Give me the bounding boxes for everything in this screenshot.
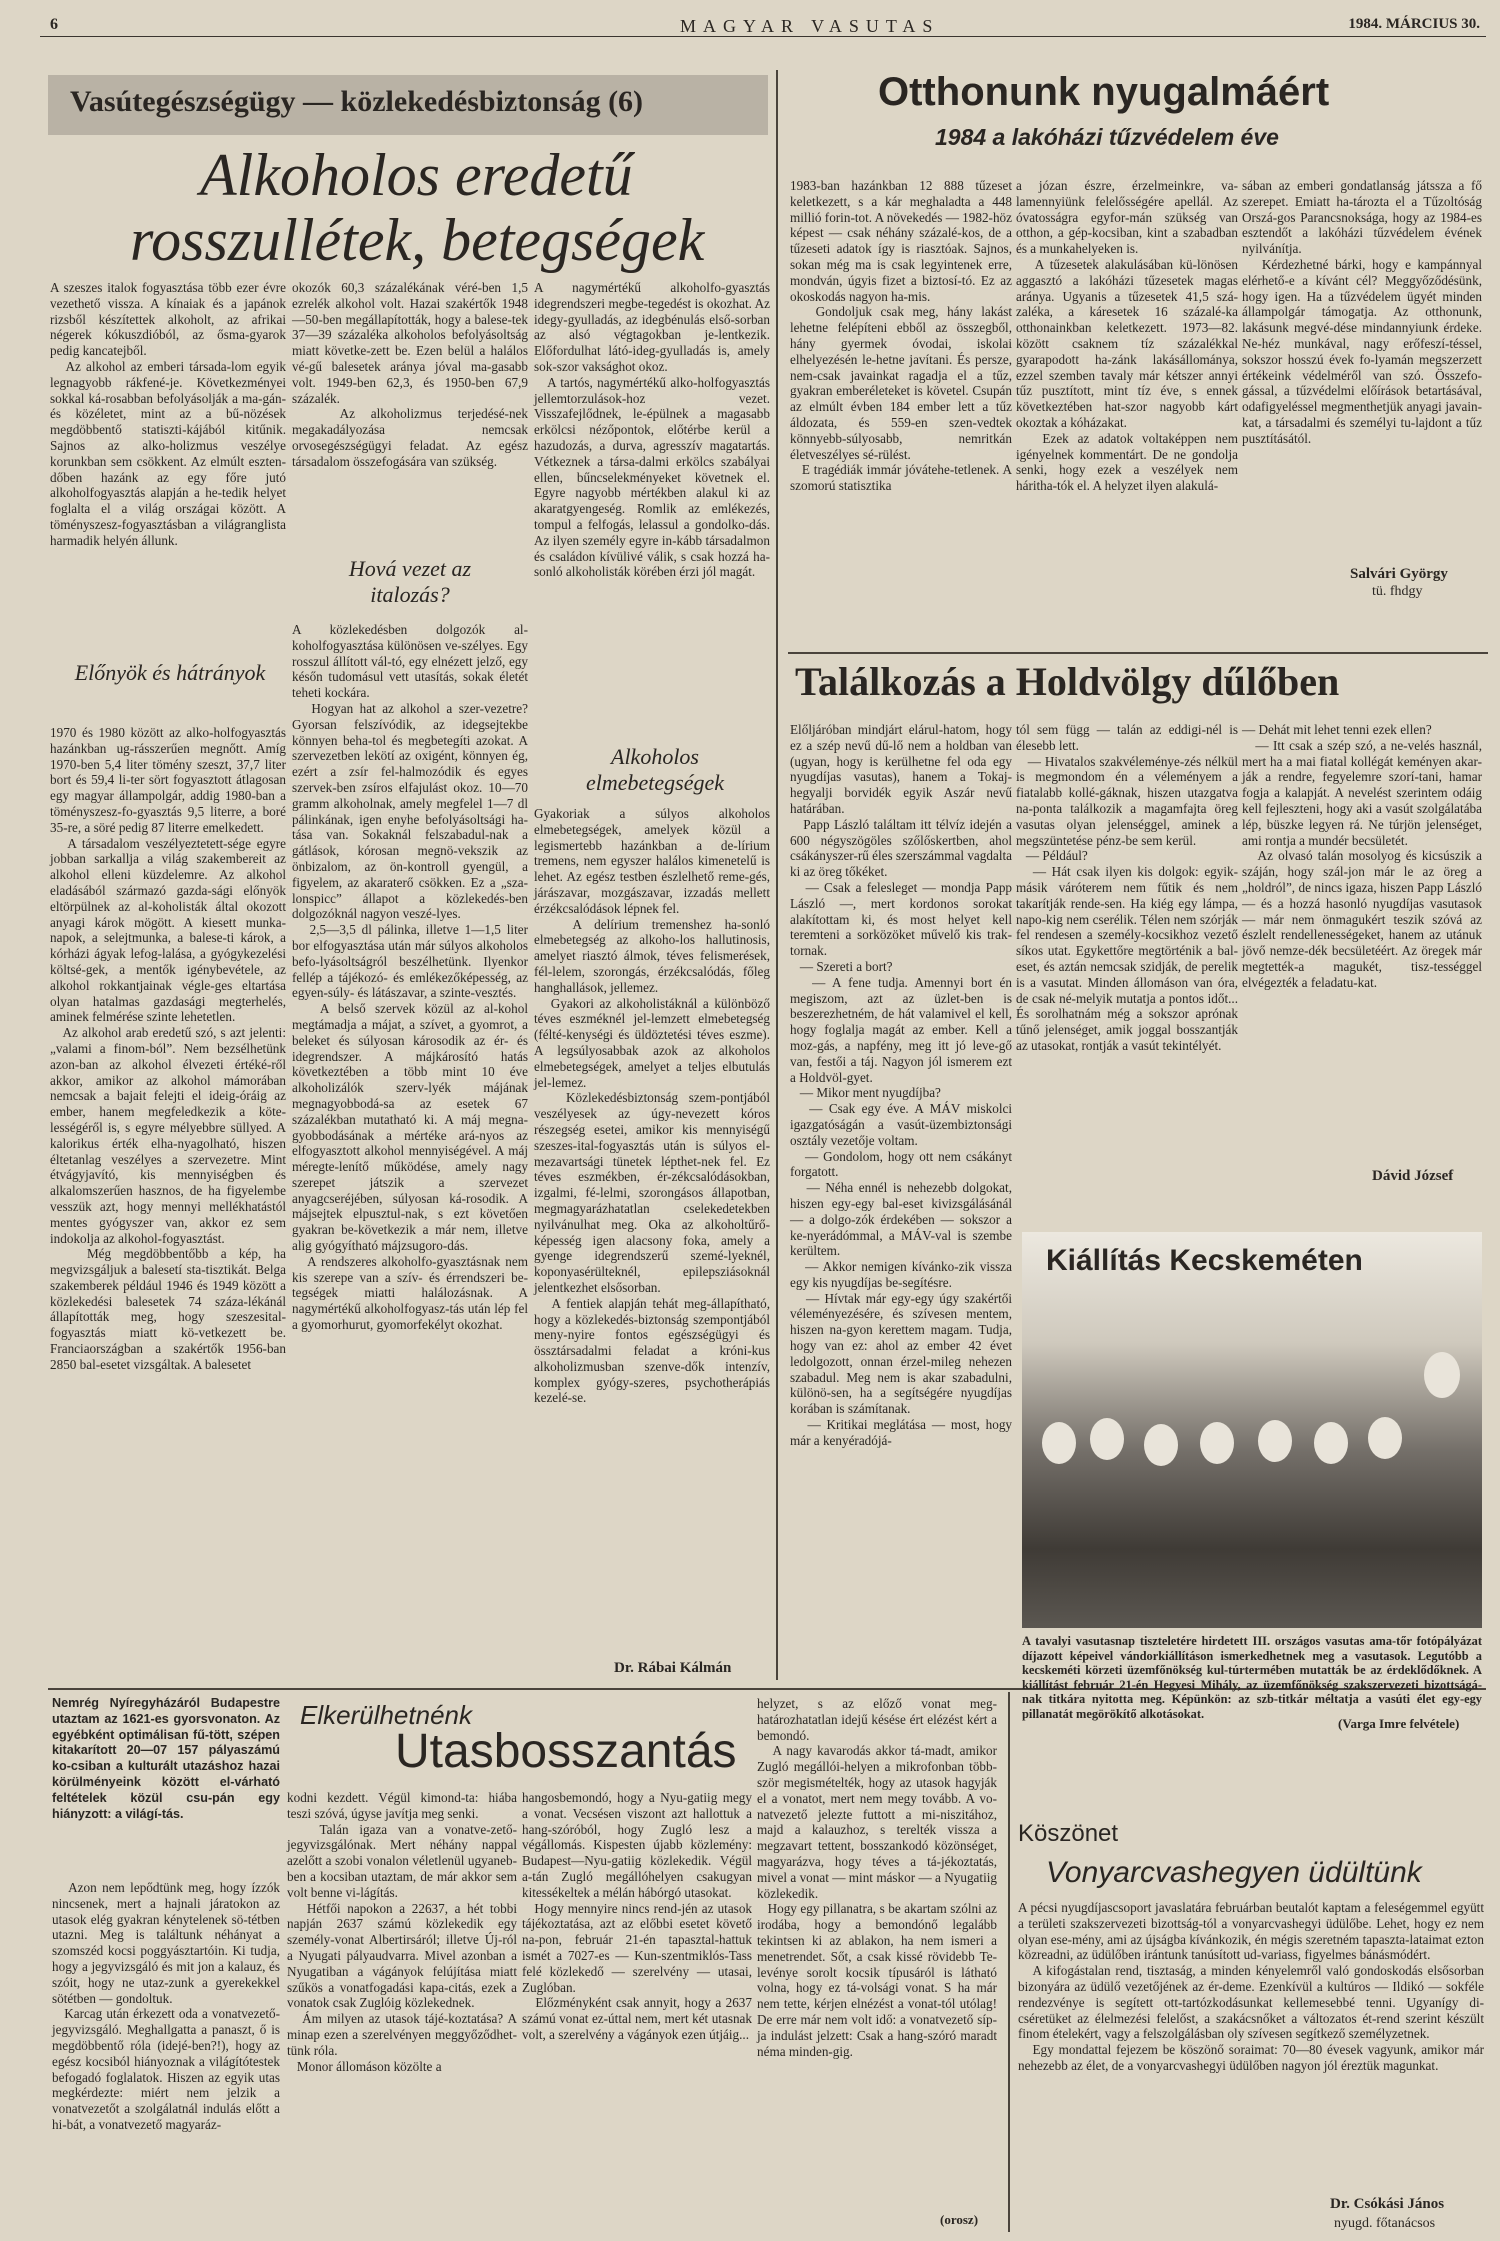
photo-title: Kiállítás Kecskeméten (1046, 1244, 1363, 1277)
column-divider (1008, 1692, 1010, 2232)
article-text: a józan észre, érzelmeinkre, va-lamennyiünk felelősségére apellál. Az óvatosságra egyfor-mán szükség van otthon, a gép-kocsiban, kint a szabadban és a munkahelyeken is. A tűzesetek alakulásában kü-lönösen aggasztó a lakóházi tűzesetek magas aránya. Ugyanis a tűzesetek 41,5 szá-zaléka, a káresetek 16 százalé-ka otthonainkban keletkezett. 1973—82. között csaknem tíz százalékkal gyarapodott ha-zánk lakásállománya, ezzel szemben tavaly már kétszer annyi tűz pusztított, mint tíz éve, s ennek következtében hat-szor nagyobb kárt okoztak a kóházakat. Ezek az adatok voltaképpen nem igényelnek kommentárt. De ne gondolja senki, hogy ezek a veszélyek nem háritha-tók el. A helyzet ilyen alakulá- (1016, 178, 1239, 494)
article-kicker: Elkerülhetnénk (300, 1700, 472, 1730)
photo-figure (1144, 1424, 1178, 1466)
article-text: kodni kezdett. Végül kimond-ta: hiába teszi szóvá, úgyse javítja meg senki. Talán igaza van a vonatve-zető-jegyvizsgálónak. Mert néhány nappal azelőtt a szobi vonalon véletlenül ugyaneb-ben a kocsiban utaztam, de már akkor sem volt benne vi-lágítás. Hétfői napokon a 22637, a hét tobbi napján 2637 számú közlekedik egy személy-vonat Albertirsáról; illetve Új-ról a Nyugati pályaudvarra. Mivel azonban a Nyugatiban a vágányok felújítása miatt szűkös a vonatfogadási kapa-citás, ezek a vonatok csak Zuglóig közlekednek. Ám milyen az utasok tájé-koztatása? A minap ezen a szerelvényen meggyőződhet-tünk róla. Monor állomáson közölte a (287, 1790, 517, 2074)
article-text: Gyakoriak a súlyos alkoholos elmebetegségek, amelyek közül a legismertebb hazánkban a de-lírium tremens, nem egyszer halálos kimenetelű is lehet. Az egész testben észlelhető reme-gés, járászavar, mozgászavar, izzadás mellett érzékcsalódások lépnek fel. A delírium tremenshez ha-sonló elmebetegség az alkoho-los hallutinosis, amelyet riasztó álmok, téves felismerések, fél-lelem, szorongás, érzékcsalódás, főleg hanghallások, jellemez. Gyakori az alkoholistáknál a különböző téves eszméknél jel-lemzett elmebetegség (félté-kenységi és üldöztetési téves eszme). A legsúlyosabbak azok az alkoholos elmebetegségek, amelyet a teljes elbutulás jel-lemez. Közlekedésbiztonság szem-pontjából veszélyesek az úgy-nevezett kóros részegség esetei, amikor kis mennyiségű szeszes-ital-fogyasztás után is súlyos el-mezavartsági tünetek lépthet-nek fel. Ez téves eszmékben, ér-zékcsalódásokban, izgalmi, fé-lelmi, szorongásos állapotban, megmagyarázhatatlan cselekedetekben nyilvánulhat meg. Oka az alkoholtűrő-képesség igen alacsony foka, amely a gyenge idegrendszerű szemé-lyeknél, koponyasérülteknél, epilepsziásoknál jelentkezhet elsősorban. A fentiek alapján tehát meg-állapítható, hogy a közlekedés-biztonság szempontjából meny-nyire fontos egészségügyi és össztársadalmi feladat a króni-kus alkoholizmusban szenve-dők intenzív, komplex gyógy-szeres, psychotherápiás kezelé-se. (534, 806, 771, 1406)
series-title: Vasútegészségügy — közlekedésbiztonság (6) (70, 85, 644, 118)
author-signature: (orosz) (940, 2212, 979, 2227)
photo-caption: A tavalyi vasutasnap tiszteletére hirdetett III. országos vasutas ama-tőr fotópályázat díjazott képeivel vándorkiállításon ismerkedhetnek meg a vasutasok. Legutóbb a kecskeméti körzeti üzemfőnökség kul-túrtermében mutatták be az érdeklődőknek. A kiállítást február 21-én Hegyesi Mihály, az üzemfőnökség szakszervezeti bizottságá-nak titkára nyitotta meg. Képünkön: az szb-titkár méltatja a vasúti élet egy-egy pillanatát megörökítő alkotásokat. (1022, 1634, 1486, 1721)
photo-figure (1258, 1420, 1292, 1462)
section-divider (788, 652, 1488, 654)
photo-figure (1042, 1422, 1076, 1464)
article-text: 1970 és 1980 között az alko-holfogyasztás hazánkban ug-rásszerűen megnőtt. Amíg 1970-ben 5,4 liter tömény szeszt, 37,7 liter bort és 59,4 li-ter sört fogyasztott átlagosan egy magyar állampolgár, addig 1980-ban a töményszesz-fo-gyasztás 9,5 literre, a boré 35-re, a söré pedig 87 literre emelkedett. A társadalom veszélyeztetett-sége egyre jobban sarkallja a világ szakembereit az alkohol elleni küzdelemre. Az alkohol eladásából származó gazda-sági előnyök eltörpülnek az al-koholisták által okozott anyagi károk mögött. A kiesett munka-napok, a selejtmunka, a balese-ti károk, a kórházi ágyak lefog-lalása, a gyógykezelési költsé-gek, a mentők igénybevétele, az alkohol rokkantjainak végle-ges eltartása olyan hatalmas gazdasági megterhelés, aminek felmérése szinte lehetetlen. Az alkohol arab eredetű szó, s azt jelenti: „valami a finom-ból”. Nem bezsélhetünk azon-ban az alkohol élvezeti értéké-ről akkor, amikor az alkohol mámorában nemcsak a bajait felejti el ideig-óráig az ember, hanem megfeledkezik a köte-lességéről is, s egyre mélyebbre süllyed. A kalorikus érték elha-nyagolható, hiszen éltetanlag veszélyes a szervezetre. Mint étvágyjavító, kis mennyiségben és alkalomszerűen hasznos, de ha figyelembe vesszük azt, hogy mennyi mellékhatástól mentes gyógyszer van, akkor ez sem indokolja az alkohol-fogyasztást. Még megdöbbentőbb a kép, ha megvizsgáljuk a balesetí sta-tisztikát. Belga szakemberek például 1946 és 1949 között a közlekedési balesetek 74 száza-lékánál állapították meg, hogy szeszesital-fogyasztás miatt kö-vetkezett be. Franciaországban a szakértők 1956-ban 2850 bal-esetet vizsgáltak. A balesetet (50, 725, 286, 1372)
article-kicker: Köszönet (1018, 1820, 1119, 1847)
newspaper-name: MAGYAR VASUTAS (680, 16, 940, 36)
article-title: Otthonunk nyugalmáért (878, 70, 1330, 114)
article-text: Előljáróban mindjárt elárul-hatom, hogy ez a szép nevű dű-lő nem a holdban van (ugyan, hogy is kerülhetne fel oda egy nyugdíjas vasutas), hanem a Tokaj-hegyalji borvidék egyik Aszár nevű határában. Papp László találtam itt télvíz idején a 600 négyszögöles szőlőskertben, ahol csákányszer-rű éles szerszámmal vagdalta ki az öreg tőkéket. — Csak a felesleget — mondja Papp László —, mert kordonos sorokat alakítottam ki, és most helyet kell teremteni a sorközöket művelő kis trak-tornak. — Szereti a bort? — A fene tudja. Amennyi bort én megiszom, azt az üzlet-ben is beszerezhetném, de hát valamivel el kell, hogy foglalja magát az ember. Kell a moz-gás, a napfény, meg itt jó leve-gő van, festői a táj. Nagyon jól ismerem ezt a Holdvöl-gyet. — Mikor ment nyugdíjba? — Csak egy éve. A MÁV miskolci igazgatóságán a vasút-üzembiztonsági osztály vezetője voltam. — Gondolom, hogy ott nem csákányt forgatott. — Néha ennél is nehezebb dolgokat, hiszen egy-egy bal-eset kivizsgálásánál — a dolgo-zók érdekében — sokszor a ke-nyerádómmal, a MÁV-val is szembe kerültem. — Akkor nemigen kívánko-zik vissza egy kis nyugdíjas be-segítésre. — Hívtak már egy-egy úgy szakértői véleményezésére, és szívesen mentem, hiszen na-gyon kerettem magam. Tudja, hogy van ez: ahol az ember 42 évet ledolgozott, onnan érzel-mileg nehezen szabadul. Meg nem is akar szabadulni, különö-sen, ha a segítségére nyugdíjas korában is számítanak. — Kritikai meglátása — most, hogy már a kenyéradójá- (790, 722, 1013, 1448)
author-role: tü. fhdgy (1372, 584, 1423, 599)
article-text: — Dehát mit lehet tenni ezek ellen? — Itt csak a szép szó, a ne-velés használ, mert ha a mai fiatal kollégát keményen akar-ják a rendre, fegyelemre szorí-tani, hamar fogja a kalapját. A nevelést szerintem odáig kell fejleszteni, hogy aki a vasút szolgálatába lép, büszke legyen rá. Ne túrjön jelenséget, ami rontja a mundér becsületét. Az olvasó talán mosolyog és kicsúszik a száján, hogy szál-jon már le az öreg a „holdról”, de nincs igaza, hiszen Papp László — és a hozzá hasonló nyugdíjas vasutasok — már nem önmagukért teszik szóvá az észlelt rendellenességeket, hanem az utánuk jövő nemze-dék becsületéért. Az öregek már megtették-a magukét, tisz-tességgel elvégezték a feladatu-kat. (1242, 722, 1482, 990)
author-role: nyugd. főtanácsos (1334, 2216, 1436, 2231)
article-text: A szeszes italok fogyasztása több ezer évre vezethető vissza. A kínaiak és a japánok rizsből készítettek alkoholt, az afrikai négerek kókuszdióból, az ősma-gyarok pedig kancatejből. Az alkohol az emberi társada-lom egyik legnagyobb rákfené-je. Következményei sokkal ká-rosabban befolyásolják a ma-gán- és közéletet, mint az a bű-nözések megdöbbentő statiszti-kájából kitűnik. Sajnos az alko-holizmus veszélye korunkban sem csökkent. Az elmúlt eszten-dőben hazánk az egy főre jutó alkoholfogyasztás alapján a he-tedik helyet foglalta el a világ országai között. A töményszesz-fogyasztásban a világranglista harmadik helyén állunk. (50, 280, 286, 548)
article-text: tól sem függ — talán az eddigi-nél is élesebb lett. — Hivatalos szakvéleménye-zés nélkül is megmondom én a véleményem a fiatalabb kollé-gáknak, hiszen utazgatva na-ponta találkozik a magamfajta öreg vasutas olyan jelenséggel, aminek a megszüntetése pénz-be sem kerül. — Például? — Hát csak ilyen kis dolgok: egyik-másik váróterem nem fűtik és nem takarítják rende-sen. Ha kiég egy lámpa, napo-kig nem cserélik. Télen nem szórják fel rendesen a személy-kocsikhoz vezető síkos utat. Egykettőre megtörténik a bal-eset, és aztán nemcsak szidják, de perelik is a vasutat. Minden állomáson van óra, de csak né-melyik mutatja a pontos időt... És sorolhatnám még a sokszor aprónak tűnő jelenséget, amik joggal bosszantják az utasokat, rontják a vasút tekintélyét. (1016, 722, 1239, 1053)
photo-figure (1314, 1422, 1348, 1464)
author-signature: Dr. Rábai Kálmán (614, 1660, 732, 1676)
article-text: A nagymértékű alkoholfo-gyasztás idegrendszeri megbe-tegedést is okozhat. Az idegy-gyulladás, az idegbénulás első-sorban az alsó végtagokban je-lentkezik. Előfordulhat látó-ideg-gyulladás is, amely sok-szor vaksághot okoz. A tartós, nagymértékű alko-holfogyasztás jellemtorzulások-hoz vezet. Visszafejlődnek, le-épülnek a magasabb erkölcsi nézőpontok, előtérbe kerül a hazudozás, a durva, agresszív magatartás. Vétkeznek a társa-dalmi erkölcs szabályai ellen, bűncselekményeket követnek el. Egyre nagyobb mértékben alakul ki az akaratgyengeség. Romlik az emlékezés, tompul a felfogás, lelassul a gondolko-dás. Az ilyen személy egyre in-kább társadalmon és családon kívülivé válik, s csak hozzá ha-sonló alkoholisták körében érzi jól magát. (534, 280, 770, 580)
section-heading: Előnyök és hátrányok (74, 660, 266, 685)
article-title: Találkozás a Holdvölgy dűlőben (795, 659, 1340, 704)
article-text: okozók 60,3 százalékának véré-ben 1,5 ezrelék alkohol volt. Hazai szakértők 1948—50-ben megállapították, hogy a balese-tek 37—39 százaléka alkoholos befolyásoltság miatt követke-zett be. Ezen belül a halálos vé-gű balesetek aránya jóval ma-gasabb volt. 1949-ben 62,3, és 1950-ben 67,9 százalék. Az alkoholizmus terjedésé-nek megakadályozása nemcsak orvosegészségügyi feladat. Az egész társadalom összefogására van szükség. (292, 280, 528, 469)
page-header (40, 10, 1486, 37)
article-text: sában az emberi gondatlanság játssza a fő szerepet. Emiatt ha-tározta el a Tűzoltóság Orszá-gos Parancsnoksága, hogy az 1984-es esztendőt a lakóházi tűzvédelem évének nyilvánítja. Kérdezhetné bárki, hogy e kampánnyal elérhető-e a kívánt cél? Meggyőződésünk, hogy igen. Ha a tűzvédelem ügyét minden állampolgár támogatja. Az otthonunk, lakásunk megvé-dése mindannyiunk érdeke. Ne-héz munkával, nagy erőfeszí-téssel, sokszor hosszú évek fo-lyamán megszerzett értékeink védelméről van szó. Összefo-gással, a tűzvédelmi előírások betartásával, odafigyeléssel megmenthetjük anyagi javain-kat, a társadalmi és személyi tu-lajdont a tűz pusztításától. (1242, 178, 1482, 446)
photo-figure (1200, 1422, 1234, 1464)
article-text: A pécsi nyugdíjascsoport javaslatára februárban beutalót kaptam a feleségemmel együtt a területi szakszervezeti bizottság-tól a vonyarcvashegyi üdülőbe. Lehet, hogy ez nem olyan ese-mény, ami az újságba kívánkozik, én mégis szeretném tapaszta-lataimat ezton közreadni, az üdülőben irántunk tanúsított ud-variass, figyelmes bánásmódért. A kifogástalan rend, tisztaság, a minden kényelemről való gondoskodás elsősorban bizonyára az üdülő vezetőjének az ér-deme. Ezenkívül a kultúros — Ildikó — sokféle rendezvénye is segített ott-tartózkodásunkat kellemesebbé tenni. Ugyanígy di-cséretüket az élelmezési felelőst, a szakácsnőket a változatos ét-rend szerint készült finom ételekért, vagy a felszolgálásban oly szívesen segítkező személyzetnek. Egy mondattal fejezem be köszönő soraimat: 70—80 évesek vagyunk, amikor már nehezebb az élet, de a vonyarcvashegyi üdülőben nagyon jól éreztük magunkat. (1018, 1900, 1485, 2073)
lead-paragraph: Nemrég Nyíregyházáról Budapestre utaztam az 1621-es gyorsvonaton. Az egyébként optimálisan fű-tött, szépen kitakarított 20—07 157 pályaszámú ko-csiban a kulturált utazáshoz hazai körülményeink között el-várható feltételek közül csu-pán egy hiányzott: a világí-tás. (52, 1696, 284, 1821)
article-text: A közlekedésben dolgozók al-koholfogyasztása különösen ve-szélyes. Egy rosszul állított vál-tó, egy elnézett jelző, egy későn tudomásul vett utasítás, sokak életét teheti kockára. Hogyan hat az alkohol a szer-vezetre? Gyorsan felszívódik, az idegsejtekbe könnyen beha-tol és megbetegíti azokat. A szervezetben lekötí az oxigént, könnyen ég, ezért a zsír fel-halmozódik és egyes szervek-ben zsíros elfajulást okoz. 10—70 gramm alkoholnak, amely megfelel 1—7 dl pálinkának, igen enyhe befolyásoltsági ha-tása van. Sokaknál felszabadul-nak a gátlások, kórosan megnö-vekszik az önbizalom, az ön-kontroll gyengül, a figyelem, az akaraterő csökken. Ez a „sza-lonspicc” állapot a közlekedés-ben dolgozóknál nagyon veszé-lyes. 2,5—3,5 dl pálinka, illetve 1—1,5 liter bor elfogyasztása után már súlyos alkoholos befo-lyásoltságról beszélhetünk. Ilyenkor fellép a tájékozó- és emlékezőképesség, az egyen-súly- és látászavar, a szinte-vesztés. A belső szervek közül az al-kohol megtámadja a májat, a szívet, a gyomrot, a beleket és súlyosan károsodik az ér- és idegrendszer. A májkárosító hatás következtében a több mint 10 éve alkoholizálók szerv-lyék májának megnagyobbodá-sa az esetek 67 százalékban mutatható ki. A máj megna-gyobbodásának a mértéke ará-nyos az elfogyasztott alkohol mennyiségével. A máj méregte-lenítő működése, amely nagy szerepet játszik a szervezet anyagcseréjében, súlyosan ká-rosodik. A májsejtek elpusztul-nak, s ezt követően gyakran be-következik a már nem, illetve alig gyógyítható májzsugoro-dás. A rendszeres alkoholfo-gyasztásnak nem kis szerepe van a szív- és érrendszeri be-tegségek miatti halálozásnak. A nagymértékű alkoholfogyasz-tás után lép fel a gyomorhurut, gyomorfekélyt okozhat. (292, 622, 529, 1333)
photo-figure (1090, 1418, 1124, 1460)
column-divider (776, 70, 778, 1680)
article-subtitle: 1984 a lakóházi tűzvédelem éve (935, 124, 1279, 150)
article-title: Vonyarcvashegyen üdültünk (1046, 1856, 1422, 1889)
section-heading: Hová vezet az italozás? (348, 556, 472, 607)
article-text: Azon nem lepődtünk meg, hogy ízzók nincsenek, mert a hajnali járatokon az utasok elég gyakran kénytelenek sö-tétben utazni. Meg is találtunk néhányat a szomszéd kocsi poggyásztartóin. Ki tudja, hogy a jegyvizsgáló és mit jon a kalauz, és szóit, hogy ne utaz-zunk a gyerekekkel sötétben — gondoltuk. Karcag után érkezett oda a vonatvezető-jegyvizsgáló. Meghallgatta a panaszt, ő is megdöbbentő róla (idejé-ben?!), hogy az egész kocsiból hiányoznak a világítótestek befogadó foglalatok. Hiszen az egyik utas megkérdezte: miért nem jelzik a vonatvezetőt a szolgálatnál indulás előtt a hi-bát, a vonatvezető magyaráz- (52, 1880, 281, 2132)
article-title: Alkoholos eredetű (200, 142, 633, 208)
section-heading: Alkoholos elmebetegségek (585, 744, 725, 795)
article-text: helyzet, s az előző vonat meg-határozhatatlan idejű késése ért elézést kért a bemondó. A nagy kavarodás akkor tá-madt, amikor Zugló megállói-helyen a mikrofonban több-ször megismételték, hogy az utasok hagyják el a vonatot, mert nem megy tovább. A vo-natvezető jelezte futtott a mi-niszitához, majd a kalauzhoz, s terelték vissza a megzavart tettent, bosszankodó közönséget, magyarázva, hogy téves a tá-jékoztatás, mivel a vonat — mint máskor — a Nyugatiig közlekedik. Hogy egy pillanatra, s be akartam szólni az irodába, hogy a bemondónő legalább tekintsen ki az ablakon, ha nem ismeri a menetrendet. Sőt, a csak kissé rövidebb Te-levénye sorolt kocsik típusáról is látható volna, hogy ez tá-volsági vonat. S ha már nem tette, kérjen elnézést a vonat-tól utólag! De erre már nem volt idő: a vonatvezető síp-ja indulást jelzett: Csak a hang-szóró maradt néma minden-gig. (757, 1696, 998, 2059)
issue-date: 1984. MÁRCIUS 30. (1348, 16, 1480, 32)
photo-figure (1368, 1417, 1402, 1459)
article-title: Utasbosszantás (395, 1725, 737, 1778)
page-number: 6 (50, 16, 58, 33)
photo-credit: (Varga Imre felvétele) (1338, 1716, 1460, 1731)
article-title: rosszullétek, betegségek (130, 207, 705, 273)
exhibition-photo (1022, 1232, 1482, 1628)
author-signature: Dr. Csókási János (1330, 2196, 1445, 2212)
photo-figure (1424, 1352, 1460, 1398)
author-signature: Dávid József (1372, 1168, 1454, 1184)
article-text: 1983-ban hazánkban 12 888 tűzeset keletkezett, s a kár meghaladta a 448 millió forin-tot. A növekedés — 1982-höz képest — csak néhány százalé-kos, de a tűzeseti adatok így is riasztóak. Sajnos, sokan még ma is csak legyintenek erre, mondván, úgyis fizet a biztosí-tó. Ez az okoskodás nagyon ha-mis. Gondoljuk csak meg, hány lakást lehetne felépíteni ebből az összegből, hány gyermek óvodai, iskolai elhelyezésén le-hetne javítani. És persze, nem-csak javainkat ragadja el a tűz, gyakran emberéleteket is követel. Csupán az elmúlt évben 184 ember lett a tűz áldozata, és 559-en szen-vedtek könnyebb-súlyosabb, nemritkán életveszélyes sé-rülést. E tragédiák immár jóvátehe-tetlenek. A szomorú statisztika (790, 178, 1012, 494)
author-signature: Salvári György (1350, 566, 1448, 582)
article-text: hangosbemondó, hogy a Nyu-gatiig megy a vonat. Vecsésen viszont azt hallottuk a hang-szóróból, hogy Zugló lesz a végállomás. Kispesten újabb közlemény: Budapest—Nyu-gatiig közlekedik. Végül a-tán Zugló megállóhelyen csakugyan kitessékeltek a mélán hábórgó utasokat. Hogy mennyire nincs rend-jén az utasok tájékoztatása, azt az előbbi esetet követő na-pon, február 21-én tapasztal-hattuk ismét a 7027-es — Kun-szentmiklós-Tass felé közlekedő — szerelvény — utasai, Zuglóban. Előzményként csak annyit, hogy a 2637 számú vonat ez-úttal nem, mert két utasnak volt, a szerelvény a vágányok ezen útjáig... (522, 1790, 753, 2042)
